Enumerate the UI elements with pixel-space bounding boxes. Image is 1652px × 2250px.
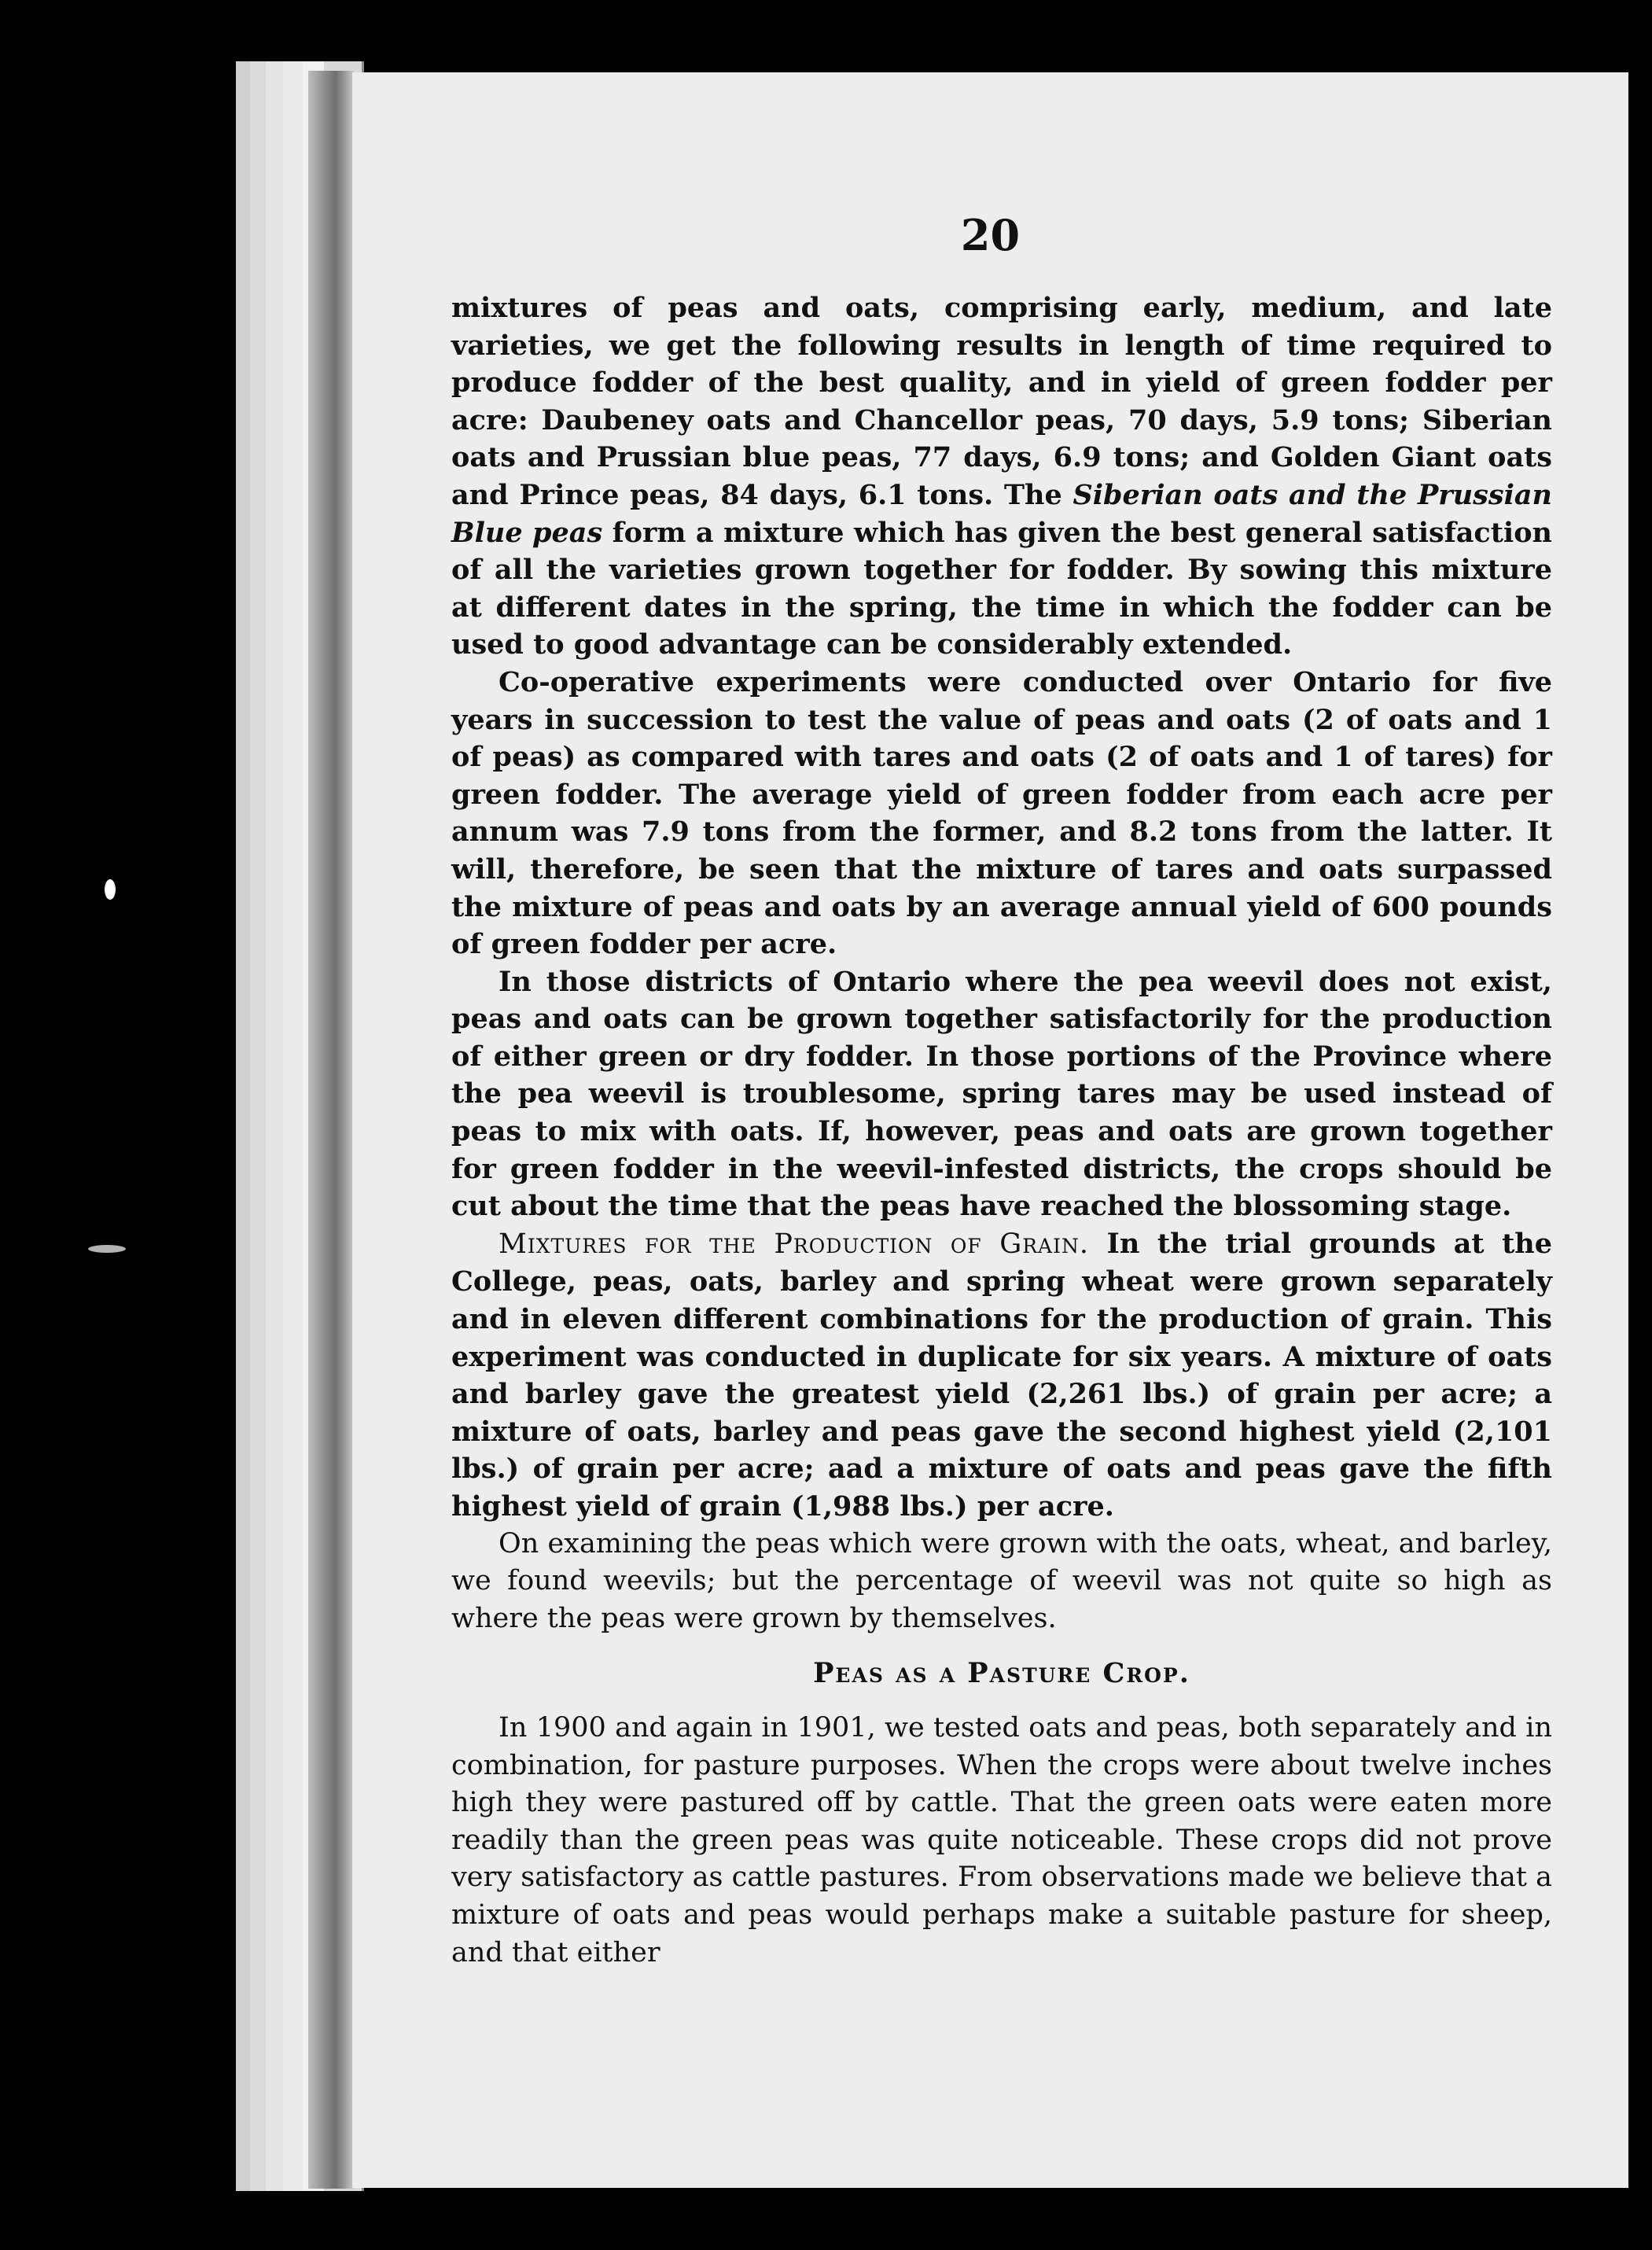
- paragraph-text: form a mixture which has given the best general satisfaction of all the varieties grown together for fodder. By sowing this mixture at different dates in the spring, the time in which the fodder can be used to good advantage can be considerably extended.: [451, 516, 1553, 661]
- paragraph-text: mixtures of peas and oats, comprising early, medium, and late varieties, we get the following results in length of time required to produce fodder of the best quality, and in yield of green fodder per acre: Daubeney oats and Chancellor peas, 70 days, 5.9 tons; Siberian oats and Prussian blue peas, 77 days, 6.9 tons; and Golden Giant oats and Prince peas, 84 days, 6.1 tons. The: [451, 292, 1552, 511]
- dust-speck: [105, 879, 116, 900]
- section-heading: Peas as a Pasture Crop.: [813, 1657, 1190, 1690]
- paragraph-3: In those districts of Ontario where the pea weevil does not exist, peas and oats can be grown together satisfactorily for the production of either green or dry fodder. In those portions of the Province where the pea weevil is troublesome, spring tares may be used instead of peas to mix with oats. If, however, peas and oats are grown together for green fodder in the weevil-infested districts, the crops should be cut about the time that the peas have reached the blossoming stage.: [451, 965, 1552, 1223]
- paragraph-4: [451, 1225, 1552, 1526]
- paragraph-2: Co-operative experiments were conducted over Ontario for five years in succession to test the value of peas and oats (2 of oats and 1 of peas) as compared with tares and oats (2 of oats and 1 of tares) for green fodder. The average yield of green fodder from each acre per annum was 7.9 tons from the former, and 8.2 tons from the latter. It will, therefore, be seen that the mixture of tares and oats surpassed the mixture of peas and oats by an average annual yield of 600 pounds of green fodder per acre.: [451, 665, 1552, 961]
- paragraph-1: [451, 289, 1552, 664]
- book-page: [352, 72, 1628, 2188]
- paragraph-text: In the trial grounds at the College, peas, oats, barley and spring wheat were grown separately and in eleven different combinations for the production of grain. This experiment was conducted in duplicate for six years. A mixture of oats and barley gave the greatest yield (2,261 lbs.) of grain per acre; a mixture of oats, barley and peas gave the second highest yield (2,101 lbs.) of grain per acre; aad a mixture of oats and peas gave the fifth highest yield of grain (1,988 lbs.) per acre.: [451, 1227, 1552, 1523]
- book-gutter: [308, 71, 354, 2189]
- run-in-heading: Mixtures for the Production of Grain.: [499, 1228, 1089, 1260]
- dust-speck: [88, 1245, 126, 1253]
- body-text: [451, 289, 1552, 1972]
- paragraph-5: On examining the peas which were grown with the oats, wheat, and barley, we found weevils; but the percentage of weevil was not quite so high as where the peas were grown by themselves.: [451, 1527, 1552, 1634]
- paragraph-6: In 1900 and again in 1901, we tested oats and peas, both separately and in combination, for pasture purposes. When the crops were about twelve inches high they were pastured off by cattle. That the green oats were eaten more readily than the green peas was quite noticeable. These crops did not prove very satisfactory as cattle pastures. From observations made we believe that a mixture of oats and peas would perhaps make a suitable pasture for sheep, and that either: [451, 1711, 1552, 1968]
- italic-phrase: Siberian oats and the Prussian Blue peas: [451, 478, 1552, 549]
- page-number: 20: [960, 210, 1021, 260]
